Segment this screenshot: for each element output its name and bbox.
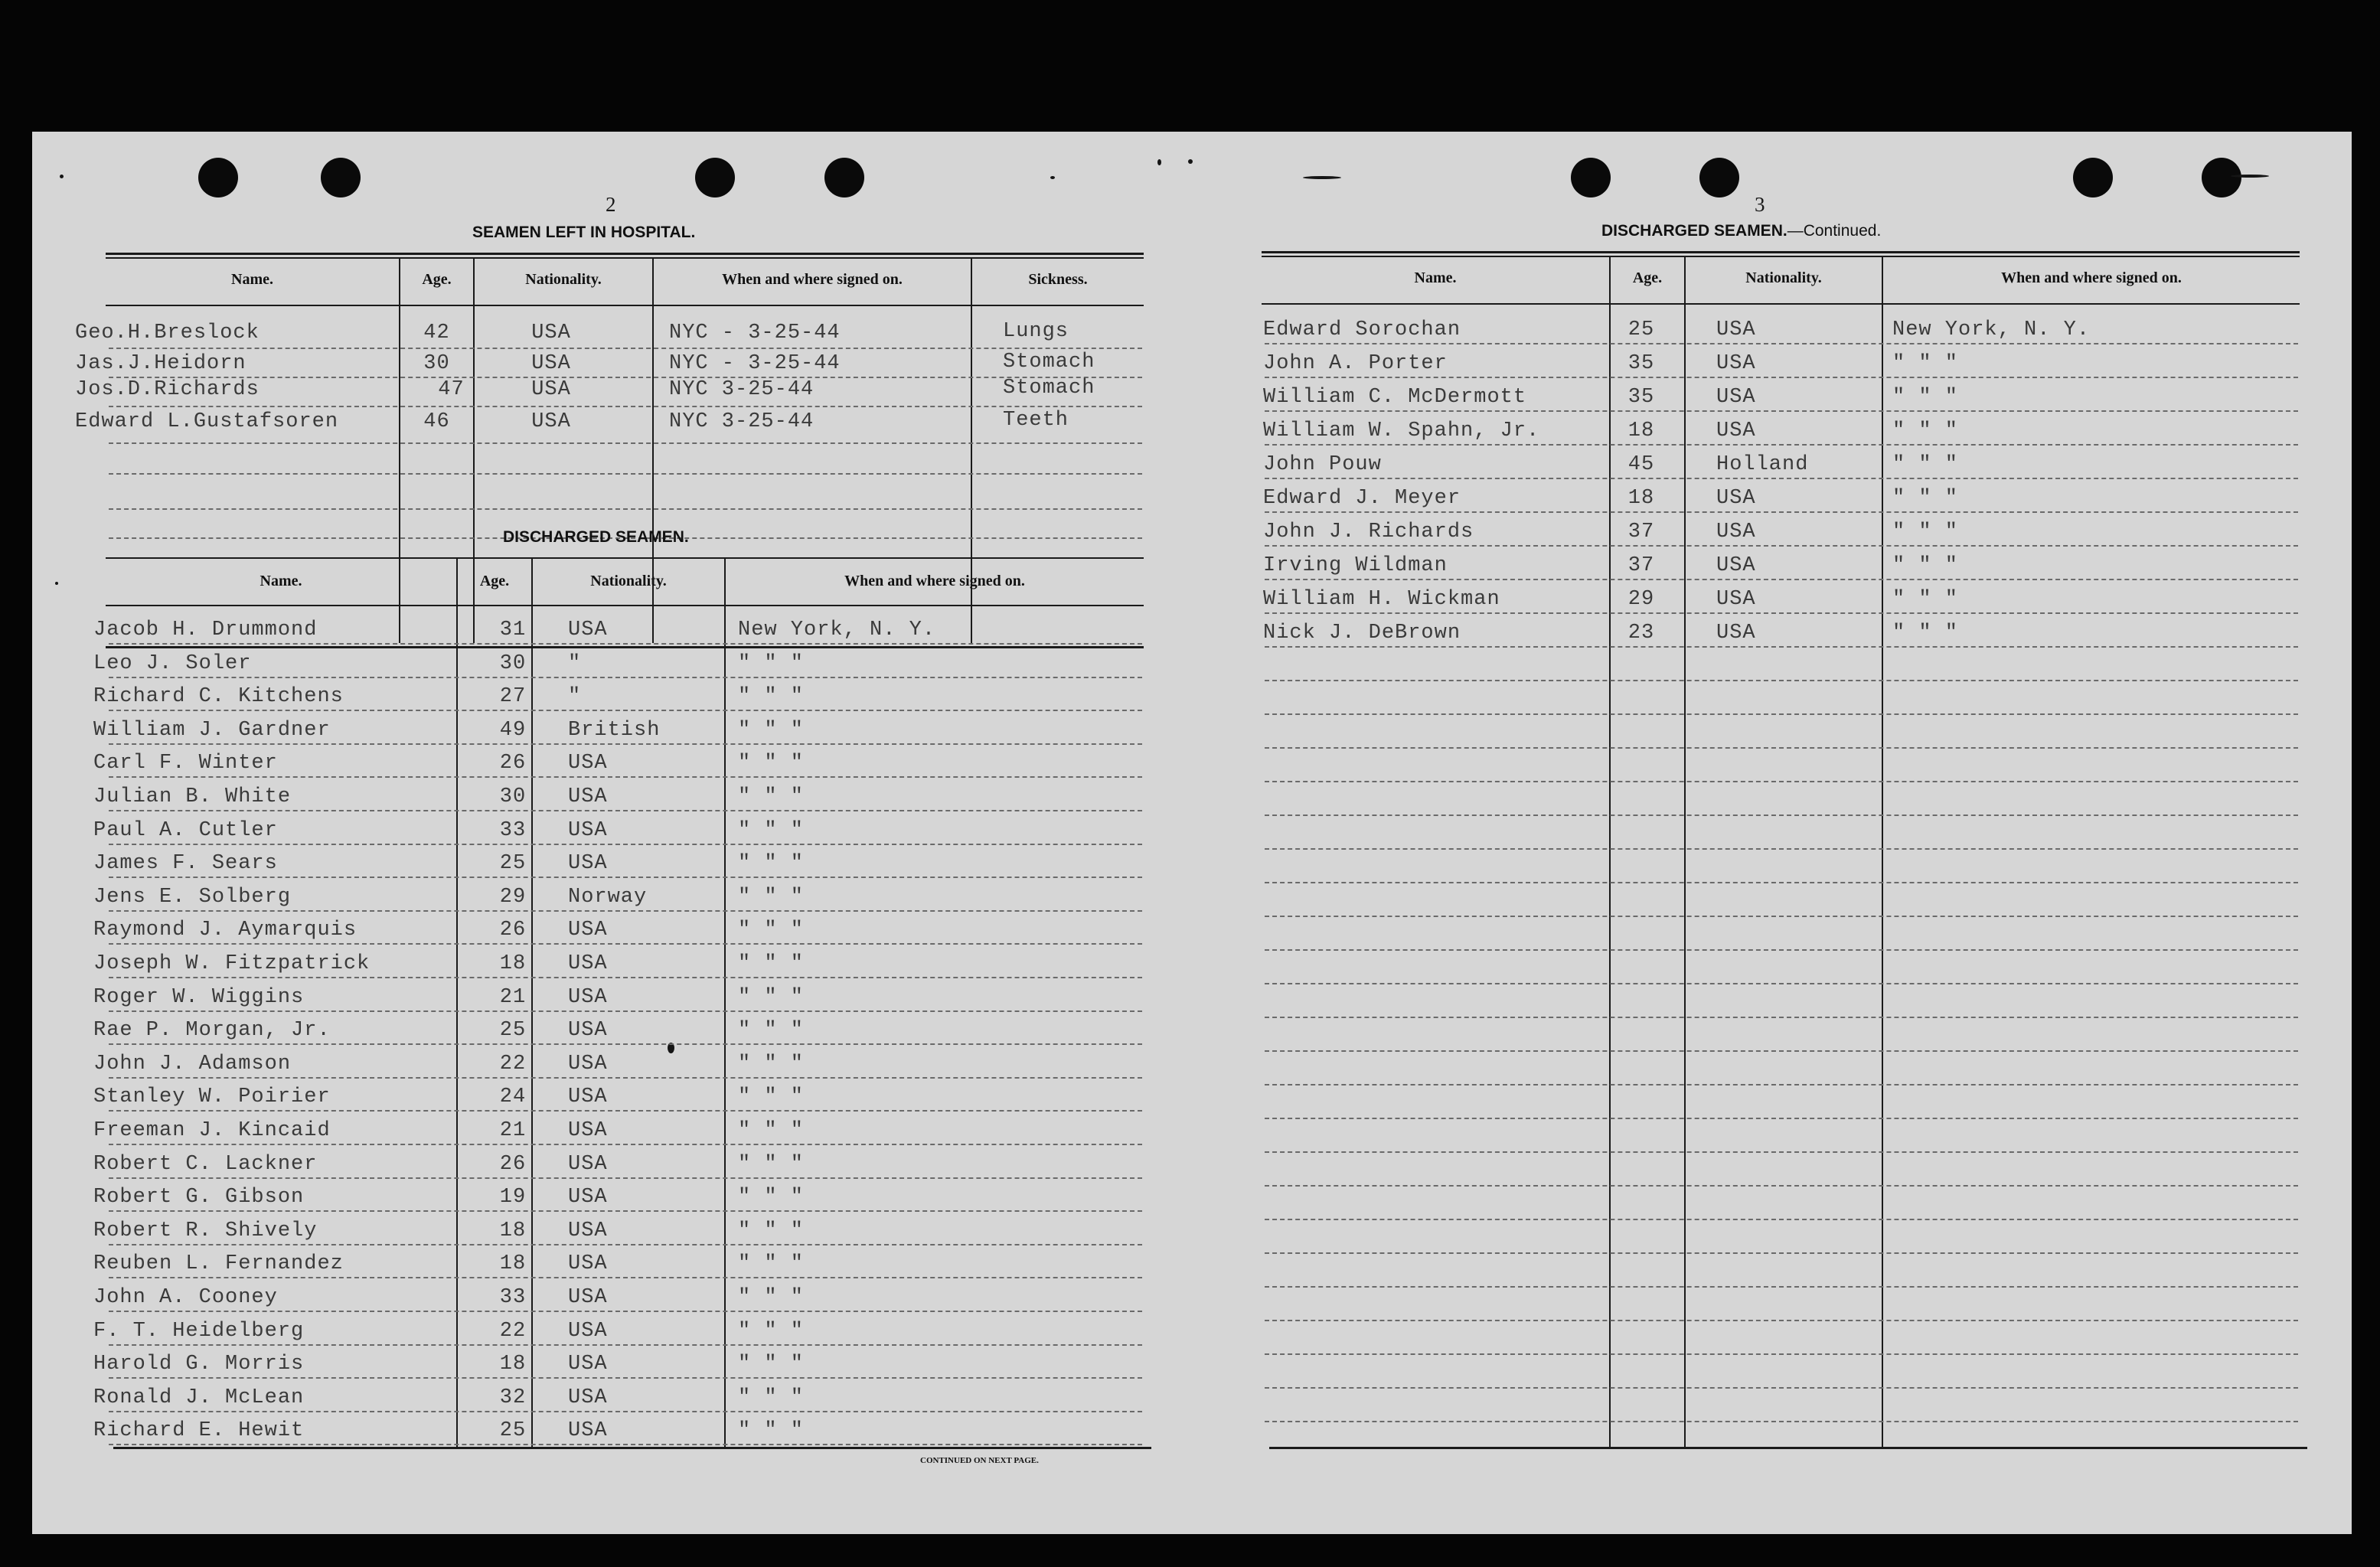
punch-hole <box>321 158 361 198</box>
discharged-age: 33 <box>499 1286 527 1309</box>
discharged-age: 27 <box>499 685 527 708</box>
speck <box>2231 175 2269 178</box>
row-line <box>1265 983 2298 984</box>
row-line <box>109 877 1142 878</box>
hospital-header-name: Name. <box>231 271 273 288</box>
discharged-age: 18 <box>1627 487 1655 510</box>
discharged-name: Leo J. Soler <box>93 652 252 675</box>
discharged-signed: " " " <box>738 852 805 875</box>
row-line <box>1265 343 2298 344</box>
hospital-header-nationality: Nationality. <box>525 271 602 288</box>
hospital-header-signed: When and where signed on. <box>722 271 903 288</box>
discharged-name: William J. Gardner <box>93 719 331 742</box>
discharged-name: Robert C. Lackner <box>93 1153 318 1176</box>
row-line <box>1265 1320 2298 1321</box>
row-line <box>109 1177 1142 1179</box>
discharged-nationality: USA <box>1716 318 1756 341</box>
hospital-signed: NYC - 3-25-44 <box>669 352 841 375</box>
row-line <box>1265 579 2298 580</box>
discharged-name: Paul A. Cutler <box>93 819 278 842</box>
punch-hole <box>1699 158 1739 198</box>
discharged-age: 19 <box>499 1186 527 1209</box>
discharged-signed: " " " <box>738 1386 805 1409</box>
hospital-nationality: USA <box>531 322 571 344</box>
row-line <box>1265 478 2298 479</box>
discharged-age: 21 <box>499 1119 527 1142</box>
discharged-age: 29 <box>1627 588 1655 611</box>
row-line <box>1265 444 2298 446</box>
discharged-nationality: USA <box>568 1219 608 1242</box>
hospital-sickness: Lungs <box>1003 320 1069 343</box>
hospital-sickness: Teeth <box>1003 409 1069 432</box>
discharged-name: William W. Spahn, Jr. <box>1263 419 1540 442</box>
discharged-nationality: USA <box>568 852 608 875</box>
continued-note: CONTINUED ON NEXT PAGE. <box>920 1456 1039 1465</box>
row-line <box>1265 1151 2298 1153</box>
discharged-age: 37 <box>1627 521 1655 544</box>
discharged-header-signed: When and where signed on. <box>844 573 1025 589</box>
row-line <box>1265 1286 2298 1288</box>
discharged-signed: " " " <box>738 1286 805 1309</box>
discharged-age: 25 <box>499 852 527 875</box>
row-line <box>1265 747 2298 749</box>
right-section-title-main: DISCHARGED SEAMEN. <box>1601 222 1787 240</box>
discharged-signed: " " " <box>1892 588 1959 611</box>
discharged-nationality: USA <box>1716 386 1756 409</box>
row-line <box>1265 1185 2298 1187</box>
discharged-signed: " " " <box>738 1320 805 1343</box>
hospital-age: 42 <box>423 322 450 344</box>
discharged-signed: " " " <box>738 1019 805 1042</box>
discharged-signed: " " " <box>738 1053 805 1076</box>
discharged-age: 24 <box>499 1085 527 1108</box>
discharged-name: Joseph W. Fitzpatrick <box>93 952 371 975</box>
speck <box>60 175 64 178</box>
discharged-nationality: USA <box>568 785 608 808</box>
discharged-age: 21 <box>499 986 527 1009</box>
discharged-age: 49 <box>499 719 527 742</box>
discharged-signed: " " " <box>738 1153 805 1176</box>
right-top-rule-2 <box>1262 256 2300 257</box>
row-line <box>1265 815 2298 816</box>
discharged-signed: " " " <box>1892 453 1959 476</box>
discharged-signed: " " " <box>738 685 805 708</box>
discharged-signed: " " " <box>1892 554 1959 577</box>
hospital-age: 30 <box>423 352 450 375</box>
discharged-nationality: USA <box>568 1153 608 1176</box>
discharged-nationality: Holland <box>1716 453 1809 476</box>
discharged-name: Edward Sorochan <box>1263 318 1461 341</box>
row-line <box>109 508 1142 510</box>
discharged-age: 37 <box>1627 554 1655 577</box>
row-line <box>109 442 1142 444</box>
row-line <box>109 1377 1142 1379</box>
discharged-header-rule <box>106 605 1144 606</box>
row-line <box>1265 680 2298 681</box>
discharged-age: 18 <box>1627 419 1655 442</box>
right-top-rule <box>1262 251 2300 253</box>
discharged-name: Irving Wildman <box>1263 554 1448 577</box>
row-line <box>1265 377 2298 378</box>
hospital-sickness: Stomach <box>1003 351 1095 374</box>
row-line <box>1265 1017 2298 1018</box>
row-line <box>109 1411 1142 1412</box>
discharged-age: 35 <box>1627 352 1655 375</box>
row-line <box>1265 1084 2298 1085</box>
discharged-name: James F. Sears <box>93 852 278 875</box>
discharged-name: Robert G. Gibson <box>93 1186 305 1209</box>
discharged-nationality: USA <box>568 1085 608 1108</box>
row-line <box>109 977 1142 978</box>
row-line <box>109 643 1142 645</box>
row-line <box>109 1210 1142 1212</box>
discharged-name: Richard E. Hewit <box>93 1419 305 1442</box>
row-line <box>1265 1118 2298 1119</box>
row-line <box>109 1244 1142 1245</box>
discharged-nationality: USA <box>568 986 608 1009</box>
discharged-nationality: USA <box>1716 487 1756 510</box>
hospital-header-age: Age. <box>422 271 452 288</box>
row-line <box>109 1077 1142 1079</box>
hospital-signed: NYC - 3-25-44 <box>669 322 841 344</box>
discharged-signed: " " " <box>738 986 805 1009</box>
hospital-age: 47 <box>438 378 465 401</box>
discharged-name: John Pouw <box>1263 453 1382 476</box>
discharged-signed: " " " <box>1892 419 1959 442</box>
discharged-name: William C. McDermott <box>1263 386 1527 409</box>
hospital-nationality: USA <box>531 352 571 375</box>
right-header-nationality: Nationality. <box>1745 269 1822 286</box>
row-line <box>1265 848 2298 850</box>
discharged-signed: " " " <box>738 1219 805 1242</box>
discharged-nationality: USA <box>1716 419 1756 442</box>
speck <box>1303 176 1341 179</box>
row-line <box>109 743 1142 745</box>
discharged-age: 25 <box>499 1419 527 1442</box>
hospital-top-rule-2 <box>106 257 1144 259</box>
discharged-signed: " " " <box>738 919 805 942</box>
row-line <box>109 1110 1142 1112</box>
discharged-name: Harold G. Morris <box>93 1353 305 1376</box>
discharged-nationality: USA <box>568 1186 608 1209</box>
punch-hole <box>198 158 238 198</box>
discharged-name: Carl F. Winter <box>93 752 278 775</box>
discharged-name: Jens E. Solberg <box>93 886 292 909</box>
right-header-name: Name. <box>1414 269 1457 286</box>
row-line <box>1265 545 2298 547</box>
page-number-left: 2 <box>606 193 616 216</box>
row-line <box>109 776 1142 778</box>
speck <box>1050 176 1055 179</box>
discharged-signed: " " " <box>1892 487 1959 510</box>
row-line <box>1265 713 2298 715</box>
discharged-signed: " " " <box>738 719 805 742</box>
hospital-age: 46 <box>423 410 450 433</box>
discharged-nationality: Norway <box>568 886 648 909</box>
discharged-age: 23 <box>1627 622 1655 645</box>
discharged-name: John J. Richards <box>1263 521 1474 544</box>
right-vline <box>1882 257 1883 1448</box>
document-sheet <box>32 132 2352 1534</box>
discharged-name: William H. Wickman <box>1263 588 1500 611</box>
discharged-header-nationality: Nationality. <box>590 573 667 589</box>
row-line <box>1265 1387 2298 1389</box>
speck <box>1157 159 1161 165</box>
discharged-signed: " " " <box>1892 352 1959 375</box>
hospital-bottom-rule <box>106 646 1144 648</box>
discharged-name: Nick J. DeBrown <box>1263 622 1461 645</box>
discharged-age: 29 <box>499 886 527 909</box>
hospital-section-title: SEAMEN LEFT IN HOSPITAL. <box>472 224 696 241</box>
discharged-name: Ronald J. McLean <box>93 1386 305 1409</box>
right-section-title <box>1601 222 1881 240</box>
punch-hole <box>824 158 864 198</box>
discharged-nationality: British <box>568 719 661 742</box>
discharged-signed: " " " <box>738 652 805 675</box>
discharged-name: John J. Adamson <box>93 1053 292 1076</box>
discharged-name: Roger W. Wiggins <box>93 986 305 1009</box>
row-line <box>109 1144 1142 1145</box>
speck <box>55 582 58 585</box>
discharged-age: 18 <box>499 1252 527 1275</box>
row-line <box>1265 882 2298 883</box>
discharged-name: Richard C. Kitchens <box>93 685 344 708</box>
discharged-signed: " " " <box>738 1252 805 1275</box>
discharged-nationality: USA <box>568 1353 608 1376</box>
discharged-signed: " " " <box>738 1419 805 1442</box>
discharged-signed: " " " <box>738 886 805 909</box>
row-line <box>109 677 1142 678</box>
discharged-age: 45 <box>1627 453 1655 476</box>
discharged-signed: " " " <box>738 952 805 975</box>
discharged-section-title: DISCHARGED SEAMEN. <box>503 528 689 546</box>
hospital-nationality: USA <box>531 378 571 401</box>
discharged-signed: New York, N. Y. <box>1892 318 2091 341</box>
row-line <box>1265 1252 2298 1254</box>
discharged-signed: " " " <box>738 785 805 808</box>
discharged-age: 31 <box>499 619 527 641</box>
row-line <box>1265 781 2298 782</box>
discharged-age: 22 <box>499 1053 527 1076</box>
discharged-signed: " " " <box>1892 386 1959 409</box>
discharged-header-rule <box>106 557 1144 559</box>
row-line <box>1265 612 2298 614</box>
discharged-signed: " " " <box>738 1353 805 1376</box>
discharged-header-age: Age. <box>479 573 510 589</box>
hospital-header-sickness: Sickness. <box>1028 271 1088 288</box>
row-line <box>109 1444 1142 1445</box>
row-line <box>109 1043 1142 1045</box>
row-line <box>1265 410 2298 412</box>
discharged-signed: " " " <box>738 819 805 842</box>
punch-hole <box>2202 158 2241 198</box>
discharged-nationality: USA <box>568 1386 608 1409</box>
discharged-nationality: USA <box>568 1119 608 1142</box>
hospital-signed: NYC 3-25-44 <box>669 410 815 433</box>
hospital-name: Geo.H.Breslock <box>75 322 260 344</box>
discharged-signed: " " " <box>738 752 805 775</box>
right-header-rule <box>1262 303 2300 305</box>
hospital-sickness: Stomach <box>1003 377 1095 400</box>
discharged-vline <box>456 559 458 1447</box>
discharged-age: 18 <box>499 1219 527 1242</box>
discharged-nationality: USA <box>568 1019 608 1042</box>
row-line <box>1265 916 2298 917</box>
right-vline <box>1684 257 1686 1448</box>
discharged-age: 26 <box>499 919 527 942</box>
discharged-name: John A. Cooney <box>93 1286 278 1309</box>
discharged-name: Rae P. Morgan, Jr. <box>93 1019 331 1042</box>
discharged-nationality: USA <box>568 919 608 942</box>
discharged-age: 18 <box>499 1353 527 1376</box>
discharged-name: Jacob H. Drummond <box>93 619 318 641</box>
right-header-signed: When and where signed on. <box>2001 269 2182 286</box>
right-header-age: Age. <box>1632 269 1663 286</box>
discharged-nationality: " <box>568 685 582 708</box>
discharged-nationality: USA <box>568 819 608 842</box>
row-line <box>109 844 1142 845</box>
discharged-age: 25 <box>1627 318 1655 341</box>
discharged-age: 30 <box>499 785 527 808</box>
discharged-header-name: Name. <box>260 573 302 589</box>
discharged-signed: New York, N. Y. <box>738 619 936 641</box>
discharged-nationality: USA <box>1716 622 1756 645</box>
discharged-nationality: USA <box>568 1419 608 1442</box>
row-line <box>109 473 1142 475</box>
hospital-name: Edward L.Gustafsoren <box>75 410 339 433</box>
discharged-nationality: USA <box>1716 521 1756 544</box>
row-line <box>1265 1421 2298 1422</box>
hospital-nationality: USA <box>531 410 571 433</box>
discharged-signed: " " " <box>1892 622 1959 645</box>
row-line <box>1265 1050 2298 1052</box>
discharged-signed: " " " <box>738 1186 805 1209</box>
row-line <box>109 406 1142 407</box>
discharged-nationality: USA <box>568 1286 608 1309</box>
row-line <box>109 1277 1142 1278</box>
punch-hole <box>2073 158 2113 198</box>
discharged-name: Edward J. Meyer <box>1263 487 1461 510</box>
row-line <box>1265 1353 2298 1355</box>
punch-hole <box>1571 158 1611 198</box>
discharged-name: Raymond J. Aymarquis <box>93 919 357 942</box>
row-line <box>109 1344 1142 1346</box>
row-line <box>109 910 1142 912</box>
row-line <box>109 943 1142 945</box>
discharged-signed: " " " <box>1892 521 1959 544</box>
row-line <box>1265 949 2298 951</box>
discharged-nationality: USA <box>568 952 608 975</box>
discharged-nationality: USA <box>568 1320 608 1343</box>
discharged-age: 26 <box>499 752 527 775</box>
discharged-age: 25 <box>499 1019 527 1042</box>
discharged-nationality: USA <box>1716 588 1756 611</box>
discharged-bottom-rule <box>113 1447 1151 1449</box>
discharged-nationality: " <box>568 652 582 675</box>
discharged-name: John A. Porter <box>1263 352 1448 375</box>
right-bottom-rule <box>1269 1447 2307 1449</box>
discharged-age: 30 <box>499 652 527 675</box>
row-line <box>109 810 1142 811</box>
row-line <box>109 1311 1142 1312</box>
discharged-nationality: USA <box>1716 352 1756 375</box>
discharged-name: Freeman J. Kincaid <box>93 1119 331 1142</box>
hospital-signed: NYC 3-25-44 <box>669 378 815 401</box>
discharged-age: 26 <box>499 1153 527 1176</box>
row-line <box>109 1010 1142 1012</box>
discharged-name: F. T. Heidelberg <box>93 1320 305 1343</box>
discharged-nationality: USA <box>568 619 608 641</box>
speck <box>1188 159 1193 164</box>
row-line <box>109 348 1142 349</box>
discharged-age: 35 <box>1627 386 1655 409</box>
discharged-nationality: USA <box>568 752 608 775</box>
discharged-name: Robert R. Shively <box>93 1219 318 1242</box>
hospital-header-rule <box>106 305 1144 306</box>
discharged-age: 22 <box>499 1320 527 1343</box>
discharged-name: Julian B. White <box>93 785 292 808</box>
right-section-title-suffix: —Continued. <box>1787 222 1882 240</box>
row-line <box>109 710 1142 711</box>
discharged-age: 33 <box>499 819 527 842</box>
hospital-top-rule <box>106 253 1144 255</box>
discharged-age: 32 <box>499 1386 527 1409</box>
discharged-signed: " " " <box>738 1119 805 1142</box>
discharged-nationality: USA <box>568 1252 608 1275</box>
row-line <box>1265 511 2298 513</box>
row-line <box>1265 1219 2298 1220</box>
punch-hole <box>695 158 735 198</box>
discharged-age: 18 <box>499 952 527 975</box>
hospital-name: Jos.D.Richards <box>75 378 260 401</box>
page-number-right: 3 <box>1755 193 1765 216</box>
discharged-nationality: USA <box>568 1053 608 1076</box>
discharged-nationality: USA <box>1716 554 1756 577</box>
hospital-name: Jas.J.Heidorn <box>75 352 246 375</box>
discharged-vline <box>724 559 726 1447</box>
row-line <box>1265 646 2298 648</box>
discharged-name: Reuben L. Fernandez <box>93 1252 344 1275</box>
discharged-name: Stanley W. Poirier <box>93 1085 331 1108</box>
discharged-signed: " " " <box>738 1085 805 1108</box>
